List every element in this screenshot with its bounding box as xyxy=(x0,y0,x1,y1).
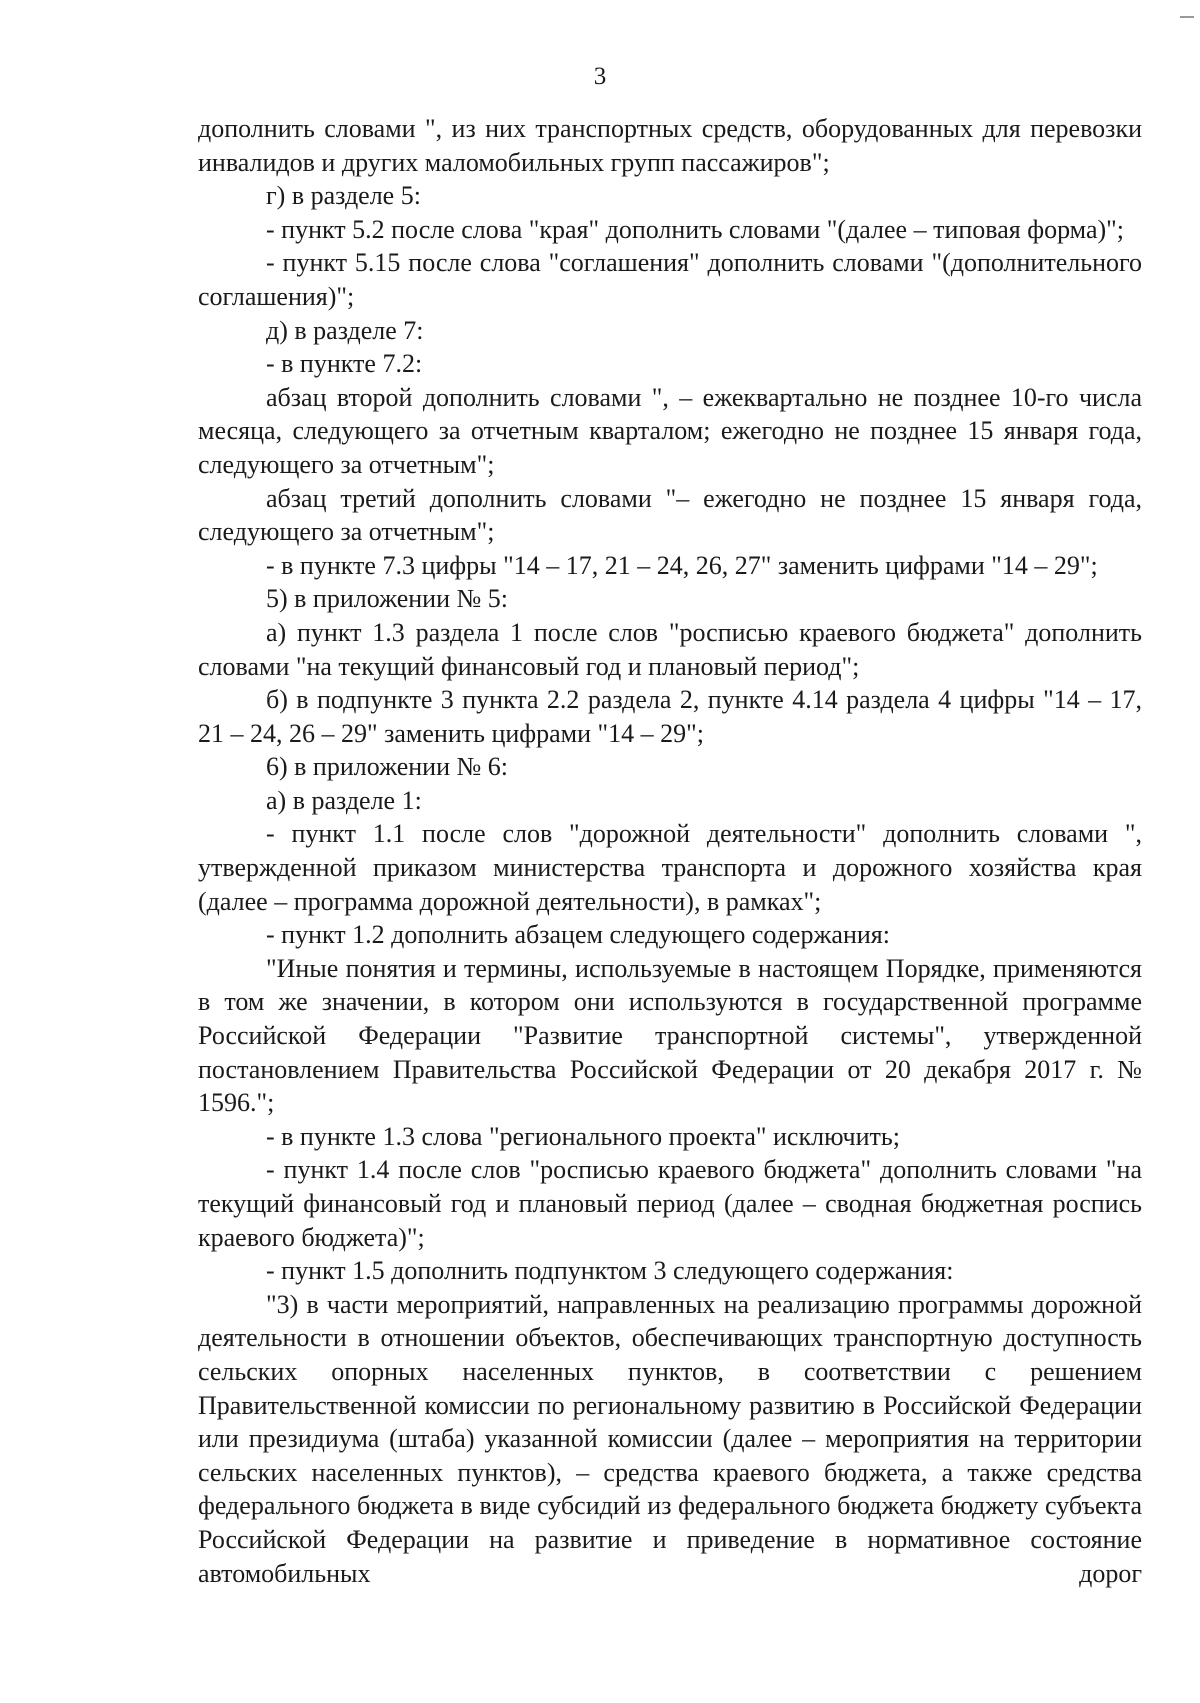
paragraph: г) в разделе 5: xyxy=(266,181,421,211)
paragraph: абзац третий дополнить словами "– ежегодно не позднее 15 января года, следующего за отчетным"; xyxy=(198,483,1142,547)
paragraph: - в пункте 7.2: xyxy=(266,349,423,379)
paragraph: а) в разделе 1: xyxy=(266,785,422,815)
paragraph: абзац второй дополнить словами ", – ежеквартально не позднее 10-го числа месяца, следующего за отчетным кварталом; ежегодно не позднее 15 января года, следующего за отчетным"; xyxy=(198,382,1142,479)
paragraph: - пункт 1.4 после слов "росписью краевого бюджета" дополнить словами "на текущий финансовый год и плановый период (далее – сводная бюджетная роспись краевого бюджета)"; xyxy=(198,1155,1142,1252)
paragraph: "Иные понятия и термины, используемые в настоящем Порядке, применяются в том же значении, в котором они используются в государственной программе Российской Федерации "Развитие транспортной системы", утвержденной постановлением Правительства Российской Федерации от 20 декабря 2017 г. № 1596."; xyxy=(198,953,1142,1118)
document-body xyxy=(198,112,1142,1590)
paragraph: "3) в части мероприятий, направленных на реализацию программы дорожной деятельности в отношении объектов, обеспечивающих транспортную доступность сельских опорных населенных пунктов, в соответствии с решением Правительственной комиссии по региональному развитию в Российской Федерации или президиума (штаба) указанной комиссии (далее – мероприятия на территории сельских населенных пунктов), – средства краевого бюджета, а также средства федерального бюджета в виде субсидий из федерального бюджета бюджету субъекта Российской Федерации на развитие и приведение в нормативное состояние автомобильных дорог xyxy=(198,1289,1142,1588)
paragraph: - пункт 5.2 после слова "края" дополнить словами "(далее – типовая форма)"; xyxy=(266,214,1124,244)
paragraph: дополнить словами ", из них транспортных средств, оборудованных для перевозки инвалидов и других маломобильных групп пассажиров"; xyxy=(198,114,1142,177)
scan-edge-mark xyxy=(1180,16,1194,18)
paragraph: - пункт 5.15 после слова "соглашения" дополнить словами "(дополнительного соглашения)"; xyxy=(198,248,1142,311)
paragraph: - пункт 1.5 дополнить подпунктом 3 следующего содержания: xyxy=(266,1256,954,1286)
paragraph: б) в подпункте 3 пункта 2.2 раздела 2, пункте 4.14 раздела 4 цифры "14 – 17, 21 – 24, 26 – 29" заменить цифрами "14 – 29"; xyxy=(198,685,1142,748)
paragraph: 6) в приложении № 6: xyxy=(266,752,509,782)
paragraph: 5) в приложении № 5: xyxy=(266,584,509,614)
paragraph: - в пункте 1.3 слова "регионального проекта" исключить; xyxy=(266,1121,900,1151)
paragraph: д) в разделе 7: xyxy=(266,315,424,345)
paragraph: а) пункт 1.3 раздела 1 после слов "росписью краевого бюджета" дополнить словами "на текущий финансовый год и плановый период"; xyxy=(198,617,1142,681)
paragraph: - пункт 1.2 дополнить абзацем следующего содержания: xyxy=(266,920,890,950)
paragraph: - в пункте 7.3 цифры "14 – 17, 21 – 24, 26, 27" заменить цифрами "14 – 29"; xyxy=(266,550,1098,580)
paragraph: - пункт 1.1 после слов "дорожной деятельности" дополнить словами ", утвержденной приказом министерства транспорта и дорожного хозяйства края (далее – программа дорожной деятельности), в рамках"; xyxy=(198,819,1142,916)
page-number: 3 xyxy=(593,63,607,90)
